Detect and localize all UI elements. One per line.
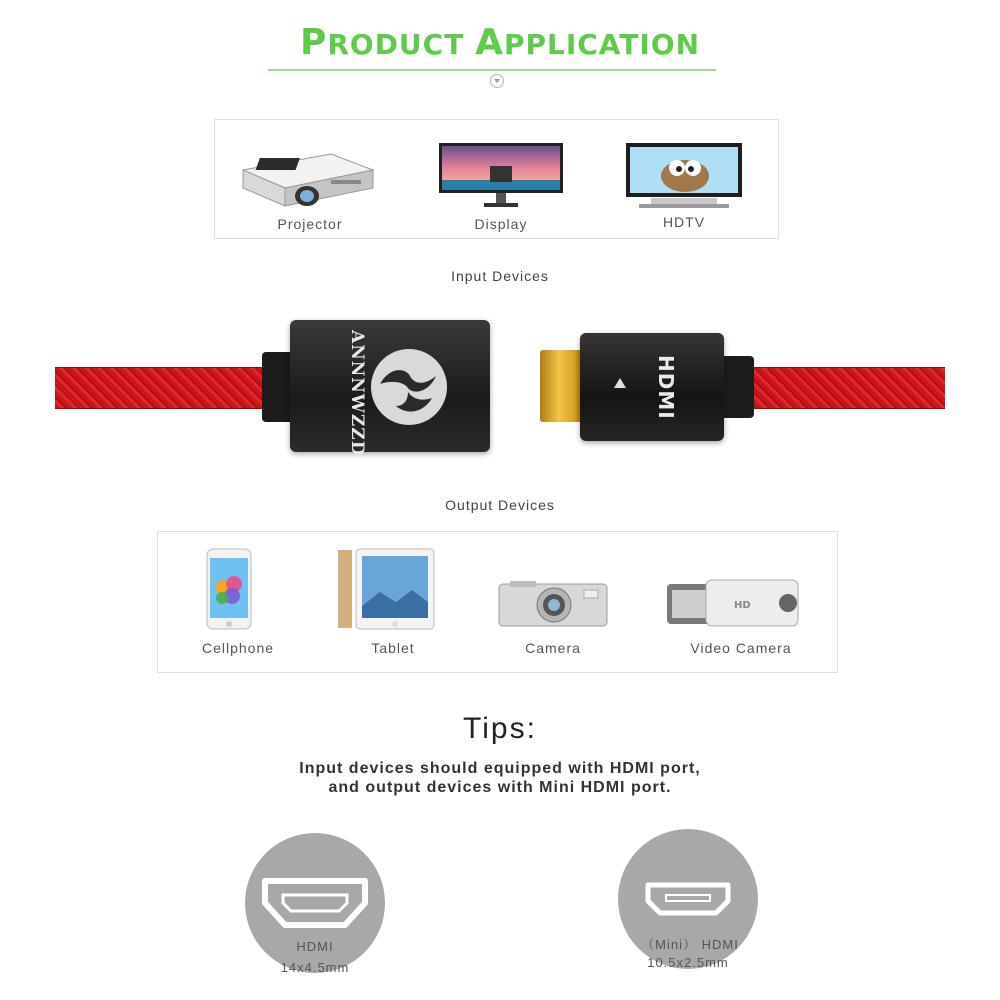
hdmi-port-icon (259, 873, 371, 933)
brand-text: ANNNWZZD (347, 330, 367, 457)
device-label-display: Display (474, 216, 528, 232)
cable-right (745, 367, 945, 409)
page-title: PRODUCT APPLICATION (299, 22, 701, 63)
tips-line-2: and output devices with Mini HDMI port. (328, 779, 672, 796)
device-label-video-camera: Video Camera (690, 640, 792, 656)
svg-text:HD: HD (734, 600, 751, 611)
title-divider (268, 69, 716, 71)
cellphone-icon (206, 548, 252, 630)
video-camera-icon (666, 578, 800, 630)
input-devices-panel (214, 119, 779, 239)
device-label-projector: Projector (277, 216, 343, 232)
arrow-up-icon (614, 378, 626, 388)
input-devices-label: Input Devices (451, 268, 549, 284)
camera-icon (498, 580, 608, 628)
mini-hdmi-port-name: （Mini） HDMI (641, 937, 739, 952)
display-icon (438, 142, 564, 212)
device-label-camera: Camera (525, 640, 581, 656)
hdtv-icon (625, 142, 743, 214)
connector-hdmi-text: HDMI (654, 355, 678, 420)
brand-logo-icon (368, 346, 450, 428)
tablet-icon (336, 548, 436, 630)
chevron-down-icon (490, 74, 504, 88)
projector-icon (235, 144, 377, 212)
hdmi-port-size: 14x4.5mm (280, 960, 350, 975)
device-label-cellphone: Cellphone (201, 640, 275, 656)
device-label-hdtv: HDTV (662, 214, 706, 230)
output-devices-label: Output Devices (445, 497, 555, 513)
device-label-tablet: Tablet (371, 640, 415, 656)
cable-left (55, 367, 285, 409)
hdmi-port-name: HDMI (296, 939, 334, 954)
tips-line-1: Input devices should equipped with HDMI port, (299, 760, 701, 777)
mini-hdmi-port-icon (644, 879, 732, 919)
tips-title: Tips: (463, 712, 537, 745)
mini-hdmi-port-size: 10.5x2.5mm (647, 955, 729, 970)
output-devices-panel (157, 531, 838, 673)
